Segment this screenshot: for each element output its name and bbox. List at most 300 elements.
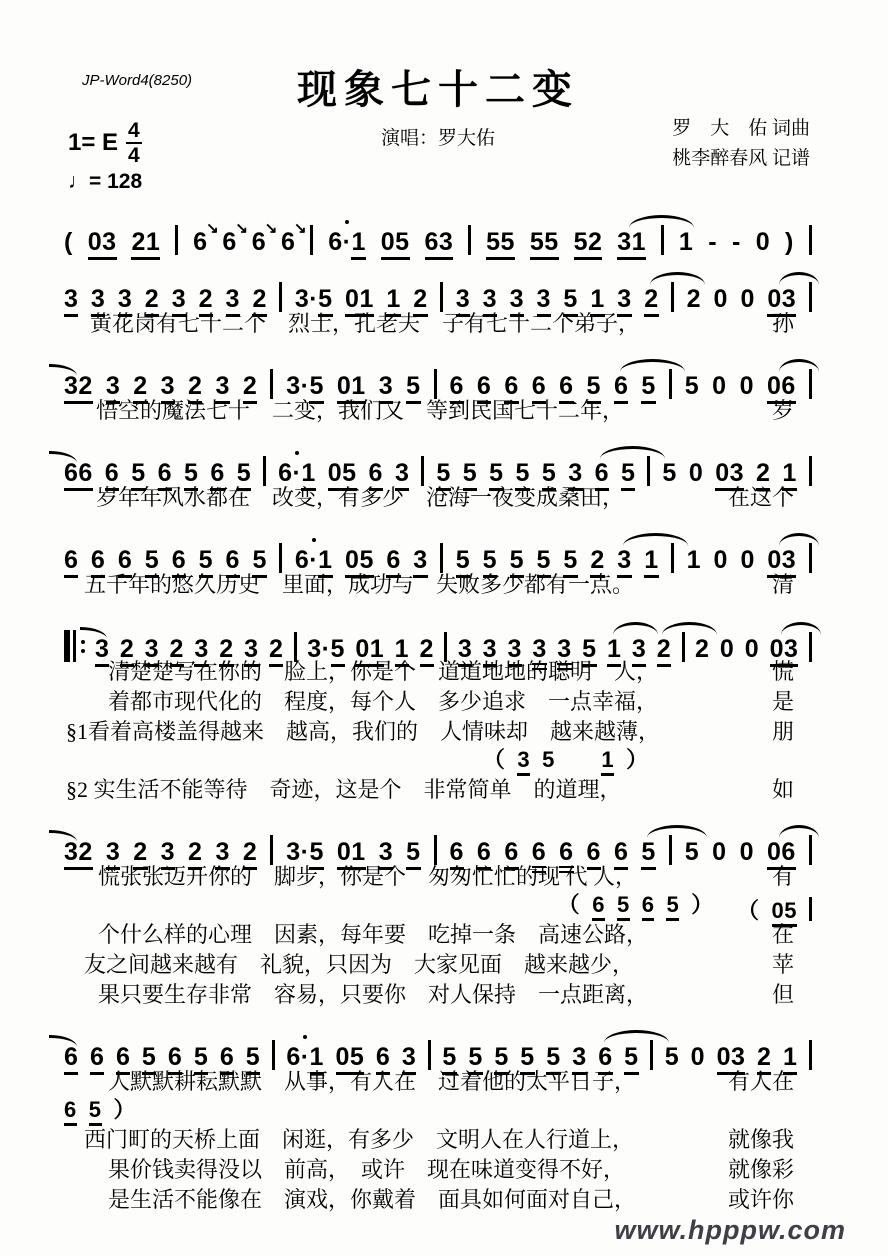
lyric-text: 西门町的天桥上面 闲逛，有多少 文明人在人行道上， <box>84 1127 635 1152</box>
note-token: 6 <box>477 840 491 870</box>
lyric-row <box>64 687 812 717</box>
note-token: 2 <box>269 637 283 667</box>
lyric-text: 个什么样的心理 因素，每年要 吃掉一条 高速公路， <box>98 922 649 947</box>
slur-arc <box>620 359 685 372</box>
note-token: 5 <box>468 1045 482 1075</box>
note-token: 6 <box>614 374 628 404</box>
note-token: 0 <box>755 228 771 256</box>
note-token: 2 <box>420 637 434 667</box>
note-token: 6 <box>595 461 609 491</box>
note-token: 3 <box>161 374 175 404</box>
lyric-row <box>64 483 812 513</box>
quarter-note-icon: ♩ <box>68 170 89 193</box>
lyric-text: 友之间越来越有 礼貌，只因为 大家见面 越来越少， <box>84 952 635 977</box>
note-token: 3 <box>215 840 229 870</box>
note-token: 05 <box>336 1045 365 1075</box>
note-token: 6 <box>172 548 186 578</box>
lyric-text: 果只要生存非常 容易，只要你 对人保持 一点距离， <box>98 982 649 1007</box>
slur-arc <box>781 622 821 635</box>
note-token: 06 <box>767 840 796 870</box>
tempo <box>68 170 142 194</box>
note-token <box>567 749 590 771</box>
note-token: 0 <box>719 635 735 663</box>
time-bottom: 4 <box>128 144 140 167</box>
slur-arc <box>647 825 707 838</box>
note-token: 5 <box>542 747 555 772</box>
note-token: 3 <box>510 287 524 317</box>
note-token: - <box>731 228 741 256</box>
inset-notes-row <box>64 1097 812 1125</box>
lyric-pickup-syllable: 就像我 <box>727 1127 794 1152</box>
note-token: 66 <box>64 461 93 491</box>
lyric-row <box>64 775 812 805</box>
note-token: 5 <box>436 461 450 491</box>
lyric-row <box>64 920 812 950</box>
note-token: 6 <box>614 840 628 870</box>
note-token: 2 <box>695 635 710 663</box>
lyric-pickup-syllable: 岁 <box>771 398 794 423</box>
note-token: 5 <box>520 1045 534 1075</box>
note-token: 21 <box>131 230 160 260</box>
lyric-pickup-syllable: 或许你 <box>727 1187 794 1212</box>
note-token: 03 <box>770 637 799 667</box>
note-token: 5 <box>546 1045 560 1075</box>
note-token: 01 <box>337 840 366 870</box>
note-token: 3 <box>226 287 240 317</box>
note-token: 5 <box>89 1099 102 1126</box>
note-token: 01 <box>345 287 374 317</box>
note-token: 05 <box>345 548 374 578</box>
note-token: 3 <box>379 840 393 870</box>
note-token: 3 <box>244 637 258 667</box>
lyric-row <box>64 1155 812 1185</box>
note-token: 6 ↘ <box>193 230 207 255</box>
note-token: 2 <box>188 374 202 404</box>
note-token: 5 <box>624 1045 638 1075</box>
note-token: 5 <box>145 548 159 578</box>
note-token: 03 <box>767 548 796 578</box>
note-token: 6 <box>504 840 518 870</box>
note-head: 6· <box>278 459 302 487</box>
note-tail: 5 <box>318 287 332 317</box>
slur-arc <box>650 272 705 285</box>
note-token: 2 <box>170 637 184 667</box>
score <box>64 206 812 1215</box>
barline <box>434 835 437 865</box>
lyric-row <box>64 1125 812 1155</box>
key-signature <box>68 120 142 194</box>
note-token: 5 <box>666 894 679 921</box>
note-token: 2 <box>590 548 604 578</box>
note-token: 6 ↘ <box>252 230 266 255</box>
note-token: 1 <box>783 1045 797 1075</box>
slur-arc <box>613 622 658 635</box>
slur-arc <box>779 825 819 838</box>
barline <box>671 282 674 312</box>
note-head: 3· <box>286 372 310 400</box>
note-token: 6 ↘ <box>281 230 295 255</box>
music-line-phrase-1 <box>64 263 812 339</box>
barline <box>310 225 313 255</box>
lyric-text: 清楚楚写在你的 脸上，你是个 道道地地的聪明 人， <box>108 659 659 684</box>
inset-note-group <box>483 749 649 776</box>
note-token: 32 <box>64 374 93 404</box>
credits <box>672 114 810 174</box>
note-token: 5 <box>684 372 700 400</box>
notes-row <box>64 206 812 256</box>
lyric-pickup-syllable: 如 <box>771 777 794 802</box>
barline <box>468 225 471 255</box>
music-line-verse-block-1 <box>64 611 812 805</box>
lyric-text: 慌张张迈开你的 脚步，你是个 匆匆忙忙的现 代 人， <box>98 864 638 889</box>
note-token: 6 <box>64 1045 78 1075</box>
note-token: 6 <box>64 548 78 578</box>
note-token: 3 <box>215 374 229 404</box>
note-head: 3· <box>307 635 331 663</box>
notes-row <box>64 816 812 866</box>
note-token: 5 <box>442 1045 456 1075</box>
note-token: 03 <box>88 230 117 260</box>
note-token: 5 <box>641 840 655 870</box>
barline <box>809 369 812 399</box>
barline <box>270 835 273 865</box>
note-token: 6 <box>559 840 573 873</box>
note-token: 2 <box>219 637 233 667</box>
note-token: 5 <box>563 287 577 317</box>
note-token: 2 <box>413 287 427 317</box>
music-line-verse-block-3 <box>64 1021 812 1215</box>
time-signature <box>126 120 142 166</box>
note-token: 6 <box>592 894 605 921</box>
note-token: 05 <box>772 900 797 927</box>
repeat-dots-icon <box>81 640 85 653</box>
header <box>64 28 812 200</box>
note-token: 52 <box>574 230 603 260</box>
note-token: 63 <box>425 230 454 260</box>
note-token: 5 <box>641 374 655 404</box>
inset-notes-row <box>64 747 812 775</box>
notes-row <box>64 263 812 313</box>
note-token: 3 <box>145 637 159 667</box>
lyric-text: 岁年年风水都在 改变，有多少 沧海一夜变成桑田， <box>96 485 625 510</box>
note-token: 6 <box>477 374 491 404</box>
note-token: 3 <box>194 637 208 667</box>
barline <box>440 543 443 573</box>
barline <box>279 282 282 312</box>
note-token: 6 <box>450 840 464 870</box>
barline <box>434 369 437 399</box>
note-token: 3 <box>617 548 631 578</box>
note-token: 3 <box>413 548 427 578</box>
lyric-text: 人默默耕耘默默 从事，有人在 过着他的太平日子， <box>108 1069 637 1094</box>
time-top: 4 <box>128 119 140 142</box>
slur-arc <box>662 622 717 635</box>
note-token: 0 <box>713 546 728 574</box>
inset-note-group <box>64 1099 136 1126</box>
barline <box>671 543 674 573</box>
note-token: 5 <box>684 838 700 866</box>
note-token: 6 <box>210 461 224 491</box>
note-token: 0 <box>739 372 754 400</box>
note-token: 2 <box>657 637 671 667</box>
note-token: 5 <box>537 548 551 578</box>
barline <box>421 456 424 486</box>
notes-row <box>64 437 812 487</box>
note-token: 0 <box>740 546 755 574</box>
lyric-row <box>64 980 812 1010</box>
note-token: 5 <box>662 459 677 487</box>
music-line-phrase-2 <box>64 350 812 426</box>
note-token: 3 <box>106 374 120 404</box>
note-head: 6· <box>328 228 352 256</box>
note-token: 03 <box>767 287 796 317</box>
note-token: 5 <box>664 1043 680 1071</box>
note-tail: 5 <box>331 637 345 667</box>
song-title: 现象七十二变 <box>297 68 579 112</box>
note-token: 6 <box>116 1045 130 1075</box>
note-token: 6 <box>532 374 546 404</box>
barline <box>175 225 178 255</box>
lyric-row <box>64 657 812 687</box>
music-line-verse-block-2 <box>64 816 812 1010</box>
note-token: 5 <box>199 548 213 578</box>
notes-row <box>64 1021 812 1071</box>
note-token: 06 <box>767 374 796 404</box>
note-token: 6 <box>105 461 119 491</box>
credit-transcriber: 桃李醉春风 记谱 <box>672 148 810 169</box>
note-token: 6 <box>598 1045 612 1075</box>
note-token: 5 <box>406 374 420 404</box>
slur-arc <box>779 272 819 285</box>
barline <box>428 1040 431 1070</box>
note-token: 3 <box>118 287 132 317</box>
note-token: 5 <box>494 1045 508 1075</box>
music-line-intro <box>64 206 812 256</box>
barline <box>669 835 672 865</box>
note-tail: 5 <box>309 840 323 870</box>
note-token: 6 <box>158 461 172 491</box>
lyric-pickup-syllable: 慌 <box>771 659 794 684</box>
note-tail: 5 <box>309 374 323 404</box>
note-token: （ <box>557 892 581 917</box>
note-head: 6· <box>294 546 319 574</box>
note-token: 05 <box>381 230 410 260</box>
note-token: 3 <box>458 637 472 667</box>
note-token: 5 <box>252 548 266 578</box>
barline <box>272 1040 275 1070</box>
note-token: 55 <box>530 230 559 260</box>
note-token: 0 <box>740 285 755 313</box>
note-token: 03 <box>715 461 744 491</box>
note-token: 2 <box>145 287 159 317</box>
inset-note-group <box>558 894 714 921</box>
note-token: 2 <box>133 374 147 404</box>
note-token: 5 <box>563 548 577 578</box>
note-token: 5 <box>194 1045 208 1075</box>
note-token: 6 <box>64 1099 77 1126</box>
note-token: 6 <box>369 461 383 491</box>
lyric-text: §1看着高楼盖得越来 越高，我们的 人情味却 越来越薄， <box>66 719 661 744</box>
barline <box>279 543 282 573</box>
note-token: 6 <box>376 1045 390 1075</box>
note-token: 3 <box>572 1045 586 1075</box>
tempo-value: = 128 <box>89 170 143 193</box>
note-token: 03 <box>717 1045 746 1075</box>
barline <box>809 225 812 255</box>
note-token: 5 <box>489 461 503 491</box>
lyric-row <box>64 396 812 426</box>
note-token: 3 <box>483 287 497 317</box>
note-token: 3 <box>91 287 105 317</box>
lyric-pickup-syllable: 在这个 <box>727 485 794 510</box>
note-token: 6 <box>504 374 518 404</box>
note-token: 5 <box>621 461 635 491</box>
barline <box>263 456 266 486</box>
lyric-row <box>64 1185 812 1215</box>
note-head: 6· <box>286 1043 310 1071</box>
notes-row <box>64 350 812 400</box>
note-token: 3 <box>64 287 78 317</box>
barline <box>809 456 812 486</box>
barline <box>669 369 672 399</box>
barline <box>647 456 650 486</box>
note-token: 32 <box>64 840 93 870</box>
note-token: 0 <box>690 1043 706 1071</box>
note-token: 0 <box>713 285 728 313</box>
lyric-text: 黄花岗有七十二个 烈士，孔老夫 子有七十二个弟子， <box>90 311 641 336</box>
note-token: 2 <box>133 840 147 870</box>
lyric-pickup-syllable: 清 <box>771 572 794 597</box>
note-token: 3 <box>161 840 175 870</box>
lyric-text: 五千年的悠久历史 里面，成功与 失败多少都有一点。 <box>84 572 635 597</box>
note-token: 6 <box>91 548 105 578</box>
note-token: 6 <box>226 548 240 578</box>
note-head: 3· <box>286 838 310 866</box>
lyric-pickup-syllable: 朋 <box>771 719 794 744</box>
note-token: 1 <box>686 546 702 574</box>
note-token: 3 <box>537 287 551 317</box>
lyric-pickup-syllable: 在 <box>771 922 794 947</box>
lyric-row <box>64 309 812 339</box>
music-line-phrase-4 <box>64 524 812 600</box>
lyric-pickup-syllable: 有 <box>771 864 794 889</box>
note-token: 5 <box>184 461 198 491</box>
note-token: 5 <box>131 461 145 491</box>
note-token: 3 <box>532 637 546 670</box>
barline <box>650 1040 653 1070</box>
note-token: 0 <box>739 838 754 866</box>
lyric-text: 悟空的魔法七十 二变，我们又 等到民国七十二年， <box>96 398 625 423</box>
notes-row <box>64 611 812 663</box>
lyric-text: 着都市现代化的 程度，每个人 多少追求 一点幸福， <box>108 689 659 714</box>
note-token: 3 <box>106 840 120 870</box>
note-token: 6 <box>642 894 655 921</box>
note-token: 3 <box>517 749 530 776</box>
note-token: 3 <box>568 461 582 491</box>
note-token: （ <box>482 747 506 772</box>
note-token: ） <box>626 747 649 772</box>
note-token: 5 <box>142 1045 156 1075</box>
note-token: 2 <box>243 840 257 870</box>
lyric-pickup-syllable: 有人在 <box>727 1069 794 1094</box>
note-token: 6 <box>118 548 132 578</box>
lyric-row <box>64 950 812 980</box>
slur-arc <box>600 446 665 459</box>
note-token: （ <box>737 898 760 923</box>
note-head: 3· <box>294 285 319 313</box>
lyric-row <box>64 862 812 892</box>
note-token: 6 <box>90 1045 104 1075</box>
note-tail: 1 <box>310 1045 324 1075</box>
barline <box>270 369 273 399</box>
lyric-pickup-syllable: 就像彩 <box>727 1157 794 1182</box>
note-token: 1 <box>644 548 658 578</box>
note-token: 2 <box>756 461 770 491</box>
lyric-pickup-syllable: 是 <box>771 689 794 714</box>
barline <box>809 1040 812 1070</box>
performer-line: 演唱：罗大佑 <box>380 128 495 149</box>
note-token: 3 <box>456 287 470 317</box>
note-token: 2 <box>644 287 658 317</box>
note-tail: 1 <box>318 548 332 578</box>
note-token: 6 ↘ <box>222 230 236 255</box>
barline <box>809 543 812 573</box>
note-token: 5 <box>246 1045 260 1075</box>
lyric-pickup-syllable: 苹 <box>771 952 794 977</box>
notes-row <box>64 524 812 574</box>
inset-notes-row <box>64 892 812 923</box>
site-watermark: www.hpppw.com <box>614 1215 846 1245</box>
note-token: 5 <box>587 374 601 404</box>
note-token: 0 <box>688 459 704 487</box>
note-token: 2 <box>120 637 134 667</box>
note-token: 5 <box>406 840 420 870</box>
note-token: 55 <box>486 230 515 260</box>
barline <box>661 225 664 255</box>
note-token: 2 <box>757 1045 771 1075</box>
note-token: 2 <box>243 374 257 404</box>
note-token: ( <box>64 228 73 256</box>
note-token: 3 <box>632 637 646 667</box>
note-token: 3 <box>379 374 393 404</box>
note-tail: 1 <box>301 461 315 491</box>
barline <box>809 897 812 921</box>
note-token: ） <box>691 892 714 917</box>
note-token: 1 <box>590 287 604 317</box>
note-token: 6 <box>450 374 464 404</box>
note-token: 1 <box>386 287 400 317</box>
note-token: - <box>708 228 718 256</box>
lyric-text: 是生活不能像在 演戏，你戴着 面具如何面对自己， <box>108 1187 637 1212</box>
lyric-text: 果价钱卖得没以 前高， 或许 现在味道变得不好， <box>108 1157 626 1182</box>
note-token: 5 <box>456 548 470 578</box>
note-token: 1 <box>395 637 409 667</box>
note-token: 01 <box>337 374 366 404</box>
note-token: 2 <box>252 287 266 317</box>
note-token: ) <box>785 228 794 256</box>
note-token: 3 <box>402 1045 416 1075</box>
note-token: 5 <box>237 461 251 491</box>
note-token: 5 <box>510 548 524 578</box>
note-token: 2 <box>199 287 213 317</box>
key-label: 1= E <box>68 129 119 156</box>
note-token: 5 <box>582 637 596 667</box>
note-token: 2 <box>188 840 202 870</box>
lyric-row <box>64 570 812 600</box>
note-token <box>328 230 366 260</box>
note-token: 05 <box>328 461 357 491</box>
note-token: 6 <box>220 1045 234 1075</box>
